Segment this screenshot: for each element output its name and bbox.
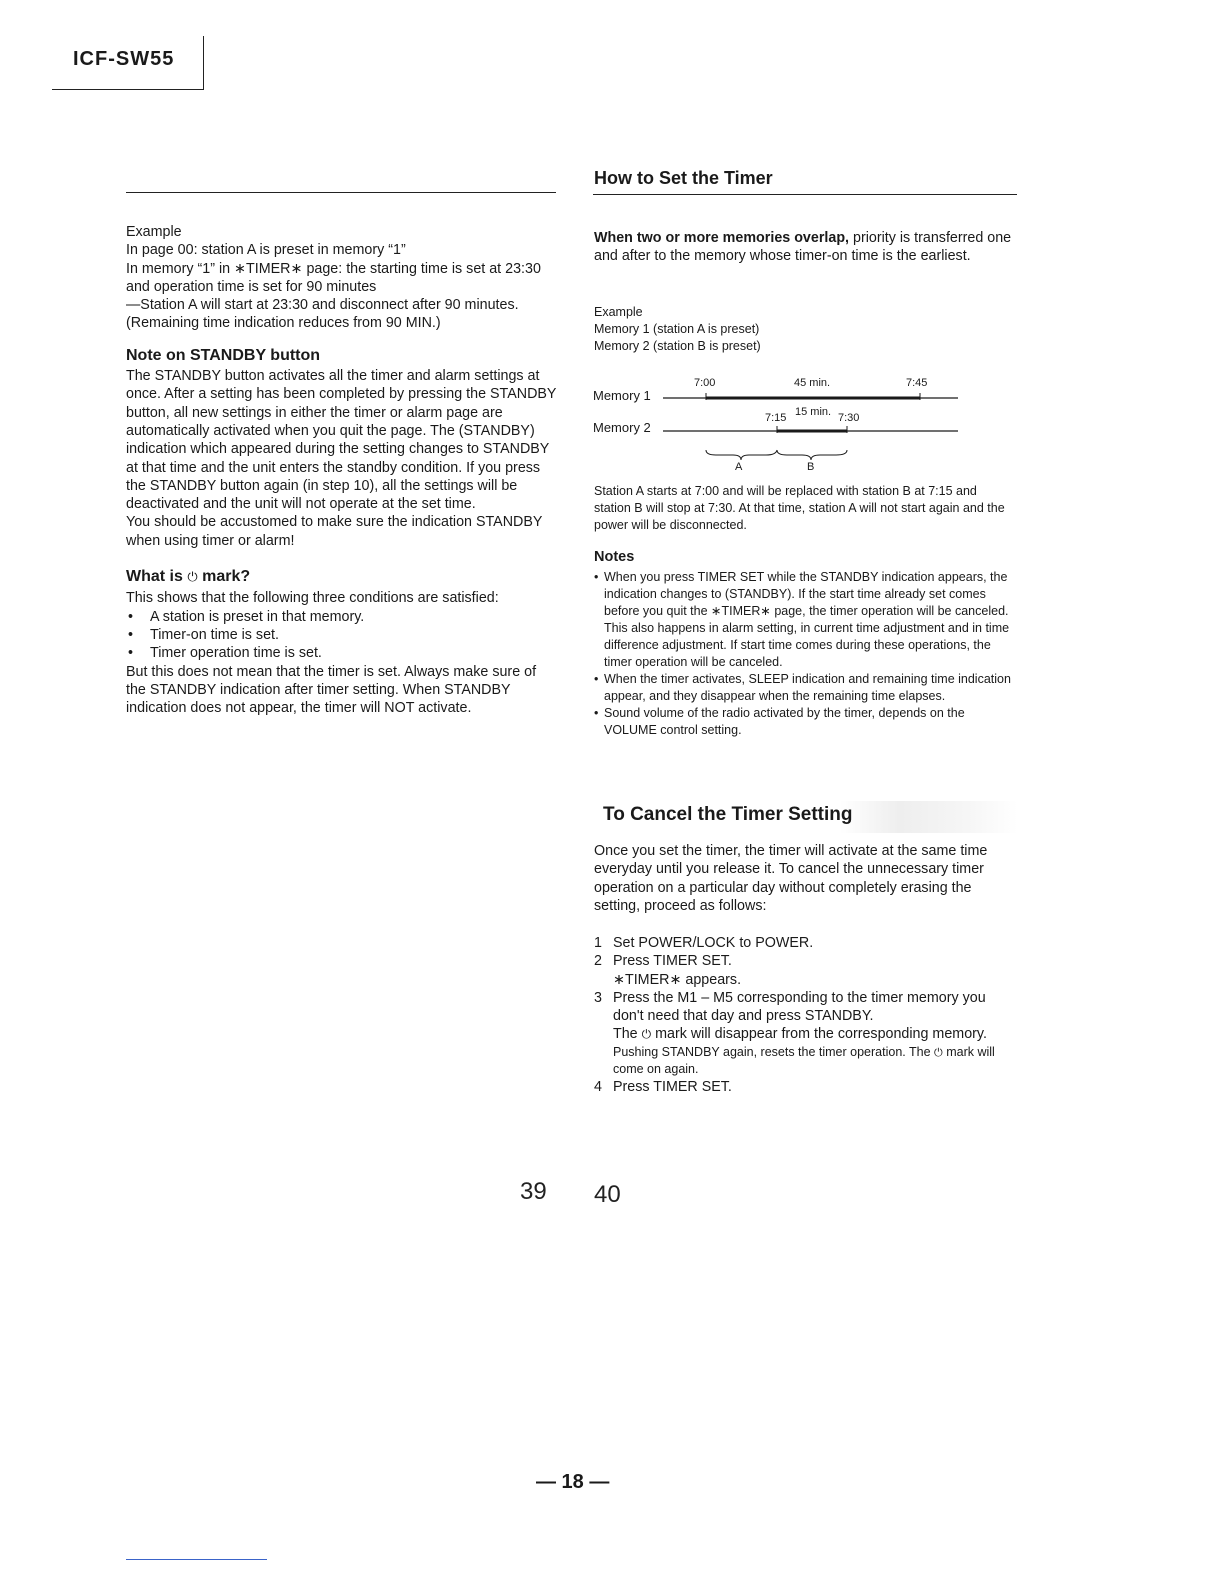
step-number: 1 [594, 935, 602, 951]
mark-outro: But this does not mean that the timer is set. Always make sure of the STANDBY indication after timer setting. When STANDBY indication does not appear, the timer will NOT activate. [126, 663, 537, 717]
example-line: In memory “1” in ∗TIMER∗ page: the starting time is set at 23:30 and operation time is set for 90 minutes [126, 260, 541, 295]
step-text: Press the M1 – M5 corresponding to the timer memory you don't need that day and press STANDBY. [613, 989, 986, 1025]
model-name: ICF-SW55 [73, 48, 175, 70]
page-number-left: 39 [520, 1178, 547, 1205]
diagram-caption: Station A starts at 7:00 and will be replaced with station B at 7:15 and station B will stop at 7:30. At that time, station A will not start again and the power will be disconnected. [594, 484, 1005, 532]
mark-heading-pre: What is [126, 568, 183, 586]
step-number: 4 [594, 1078, 602, 1095]
step-sub-pre: The [613, 1026, 638, 1043]
step-subtext [613, 1025, 1016, 1043]
list-item: • A station is preset in that memory. [126, 608, 558, 626]
left-column-rule [126, 192, 556, 193]
brace-a [706, 450, 777, 460]
step-item [594, 1078, 1016, 1096]
m2-duration-label: 15 min. [795, 406, 832, 418]
bottom-rule [126, 1559, 267, 1560]
standby-heading: Note on STANDBY button [126, 346, 321, 364]
intro-rest: priority is transferred one and after to the memory whose timer-on time is the earliest. [594, 230, 1012, 264]
notes [594, 569, 1016, 739]
note-item [594, 569, 1016, 671]
step-item [594, 934, 1016, 952]
brace-b-label: B [807, 461, 815, 473]
cancel-body: Once you set the timer, the timer will activate at the same time everyday until you release it. To cancel the unnecessary timer operation on a particular day without completely erasing the setting, proceed as follows: [594, 843, 988, 914]
memory2-label: Memory 2 [593, 420, 651, 435]
notes-heading: Notes [594, 549, 635, 565]
power-mark-icon: ⏻ [641, 1027, 652, 1042]
list-item: • Timer-on time is set. [126, 626, 558, 644]
example-label: Example [126, 224, 182, 240]
right-example [594, 304, 1016, 355]
timer-overlap-diagram [590, 368, 970, 478]
step-subtext: ∗TIMER∗ appears. [613, 971, 742, 988]
step-text: Set POWER/LOCK to POWER. [613, 935, 814, 951]
memory1-label: Memory 1 [593, 388, 651, 403]
step-number: 2 [594, 953, 602, 970]
step-small-post: mark will come on again. [613, 1044, 995, 1076]
section-title: How to Set the Timer [594, 168, 773, 188]
note-item: • When the timer activates, SLEEP indication and remaining time indication appear, and they disappear when the remaining time elapses. [594, 671, 1016, 705]
step-small-pre: Pushing STANDBY again, resets the timer operation. The [613, 1044, 931, 1059]
mark-intro: This shows that the following three conditions are satisfied: [126, 590, 499, 607]
power-mark-icon: ⏻ [934, 1045, 943, 1059]
header-divider [203, 36, 204, 90]
step-number: 3 [594, 989, 602, 1006]
example-label: Example [594, 305, 643, 319]
m2-start-label: 7:15 [765, 412, 787, 424]
note-item: • Sound volume of the radio activated by the timer, depends on the VOLUME control setting. [594, 705, 1016, 739]
right-column-rule [593, 194, 1017, 195]
cancel-steps [594, 934, 1016, 1096]
footer-page-number: — 18 — [536, 1471, 610, 1493]
step-item [594, 952, 1016, 989]
page-number-right: 40 [594, 1181, 621, 1208]
example-line: —Station A will start at 23:30 and disconnect after 90 minutes. (Remaining time indication reduces from 90 MIN.) [126, 297, 519, 332]
mark-heading-post: mark? [202, 568, 251, 586]
example-line: In page 00: station A is preset in memory “1” [126, 242, 406, 259]
standby-paragraph: You should be accustomed to make sure the indication STANDBY when using timer or alarm! [126, 514, 543, 549]
header-underline [52, 89, 204, 90]
m1-duration-label: 45 min. [794, 377, 831, 389]
cancel-heading: To Cancel the Timer Setting [603, 804, 853, 825]
step-sub-post: mark will disappear from the corresponding memory. [655, 1026, 987, 1043]
m1-end-label: 7:45 [906, 377, 928, 389]
step-text: Press TIMER SET. [613, 1078, 732, 1095]
m2-end-label: 7:30 [838, 412, 860, 424]
intro-bold: When two or more memories overlap, [594, 230, 850, 246]
left-column [126, 223, 558, 717]
mark-heading [126, 568, 558, 587]
note-text: This also happens in alarm setting, in current time adjustment and in time difference adjustment. If start time comes during these operations, the timer operation will be canceled. [604, 621, 1010, 669]
m1-start-label: 7:00 [694, 377, 716, 389]
example-line: Memory 2 (station B is preset) [594, 339, 761, 353]
overlap-intro [594, 229, 1016, 265]
step-item [594, 989, 1016, 1078]
step-text: Press TIMER SET. [613, 953, 732, 970]
list-item: • Timer operation time is set. [126, 644, 558, 662]
brace-a-label: A [735, 461, 743, 473]
standby-paragraph: The STANDBY button activates all the timer and alarm settings at once. After a setting has been completed by pressing the STANDBY button, all new settings in either the timer or alarm page are automatically activated when you quit the page. The (STANDBY) indication which appeared during the setting changes to STANDBY at that time and the unit enters the standby condition. If you press the STANDBY button again (in step 10), all the settings will be deactivated and the unit will not operate at the set time. [126, 368, 557, 513]
step-small-note [613, 1044, 1016, 1078]
notes-list [594, 569, 1016, 739]
power-mark-icon: ⏻ [187, 570, 198, 586]
conditions-list [126, 608, 558, 663]
brace-b [777, 450, 847, 460]
note-text: When you press TIMER SET while the STANDBY indication appears, the indication changes to (STANDBY). If the start time already set comes before you quit the ∗TIMER∗ page, the timer operation will be canceled. [604, 570, 1009, 618]
example-line: Memory 1 (station A is preset) [594, 322, 760, 336]
